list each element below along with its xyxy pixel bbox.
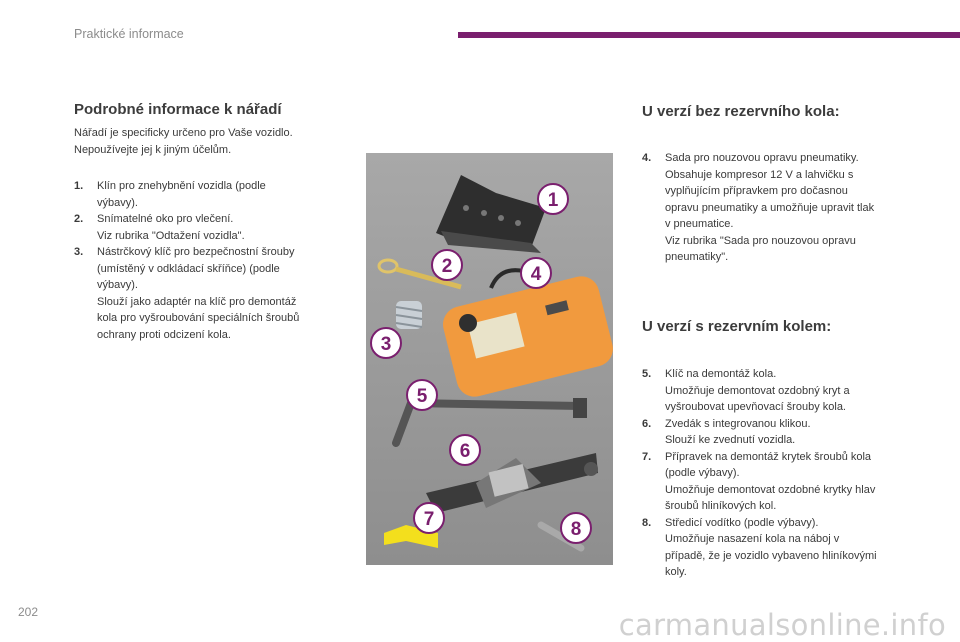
item-line: (podle výbavy).	[665, 467, 740, 479]
tools-heading: Podrobné informace k nářadí	[74, 101, 282, 118]
header-accent-bar	[458, 32, 960, 38]
item-number: 1.	[74, 180, 84, 192]
badge-8	[561, 513, 591, 543]
list-item	[642, 515, 917, 581]
item-line: v pneumatice.	[665, 218, 734, 230]
item-line: pneumatiky".	[665, 251, 729, 263]
item-number: 5.	[642, 368, 652, 380]
badge-label: 2	[441, 256, 453, 277]
badge-label: 8	[570, 519, 582, 540]
tools-list	[74, 178, 344, 343]
item-line: koly.	[665, 566, 687, 578]
item-line: Snímatelné oko pro vlečení.	[97, 213, 234, 225]
item-line: výbavy).	[97, 279, 138, 291]
watermark: carmanualsonline.info	[618, 608, 946, 642]
item-line: vyplňujícím přípravkem pro dočasnou	[665, 185, 848, 197]
badge-3	[371, 328, 401, 358]
item-line: Středicí vodítko (podle výbavy).	[665, 516, 819, 529]
item-line: vyšroubovat upevňovací šrouby kola.	[665, 401, 846, 413]
item-number: 8.	[642, 516, 652, 529]
tools-illustration	[366, 153, 613, 565]
badge-label: 7	[423, 509, 435, 530]
security-socket-icon	[396, 301, 422, 329]
item-body	[665, 150, 912, 266]
item-line: Přípravek na demontáž krytek šroubů kola	[665, 450, 872, 463]
item-line: Umožňuje demontovat ozdobné krytky hlav	[665, 483, 876, 496]
list-item	[642, 449, 917, 515]
item-number: 3.	[74, 246, 84, 258]
item-line: Viz rubrika "Odtažení vozidla".	[97, 229, 245, 242]
badge-label: 4	[530, 264, 542, 285]
item-line: kola pro vyšroubování speciálních šroubů	[97, 312, 300, 324]
badge-7	[414, 503, 444, 533]
list-item	[74, 178, 344, 211]
item-line: Umožňuje demontovat ozdobný kryt a	[665, 384, 850, 397]
item-number: 4.	[642, 152, 652, 164]
no-spare-wheel-heading: U verzí bez rezervního kola:	[642, 103, 840, 120]
badge-2	[432, 250, 462, 280]
item-line: opravu pneumatiky a umožňuje upravit tlak	[665, 201, 875, 214]
item-line: Zvedák s integrovanou klikou.	[665, 417, 811, 430]
page-number: 202	[18, 605, 39, 619]
item-line: Umožňuje nasazení kola na náboj v	[665, 533, 840, 545]
item-body	[665, 366, 917, 416]
item-body	[665, 449, 917, 515]
item-number: 7.	[642, 450, 652, 463]
spare-list	[642, 366, 917, 581]
tools-photo	[366, 153, 613, 565]
badge-4	[521, 258, 551, 288]
item-line: Nástrčkový klíč pro bezpečnostní šrouby	[97, 246, 295, 258]
no-spare-list	[642, 150, 912, 266]
badge-label: 5	[416, 386, 428, 407]
spare-wheel-heading: U verzí s rezervním kolem:	[642, 318, 832, 335]
badge-1	[538, 184, 568, 214]
badge-label: 3	[380, 334, 392, 355]
item-line: Klín pro znehybnění vozidla (podle	[97, 180, 266, 192]
item-number: 2.	[74, 213, 84, 225]
item-line: Slouží ke zvednutí vozidla.	[665, 434, 796, 446]
badge-6	[450, 435, 480, 465]
item-line: Klíč na demontáž kola.	[665, 368, 777, 380]
item-line: výbavy).	[97, 196, 138, 209]
badge-label: 6	[459, 441, 471, 462]
item-body	[665, 416, 917, 449]
intro-line: Nepoužívejte jej k jiným účelům.	[74, 143, 232, 156]
tools-intro	[74, 125, 344, 158]
item-body	[665, 515, 917, 581]
item-line: Sada pro nouzovou opravu pneumatiky.	[665, 152, 859, 164]
intro-line: Nářadí je specificky určeno pro Vaše vozidlo.	[74, 127, 293, 139]
item-body	[97, 211, 344, 244]
list-item	[642, 366, 917, 416]
item-body	[97, 178, 344, 211]
badge-label: 1	[547, 190, 559, 211]
item-line: (umístěný v odkládací skříňce) (podle	[97, 262, 280, 275]
item-line: Slouží jako adaptér na klíč pro demontáž	[97, 295, 297, 308]
item-body	[97, 244, 344, 343]
item-line: ochrany proti odcizení kola.	[97, 328, 231, 341]
list-item	[74, 244, 344, 343]
item-line: šroubů hliníkových kol.	[665, 500, 777, 512]
item-line: případě, že je vozidlo vybaveno hliníkovými	[665, 549, 877, 562]
badge-5	[407, 380, 437, 410]
item-line: Viz rubrika "Sada pro nouzovou opravu	[665, 234, 856, 247]
item-line: Obsahuje kompresor 12 V a lahvičku s	[665, 168, 854, 181]
item-number: 6.	[642, 417, 652, 430]
list-item	[642, 416, 917, 449]
section-title: Praktické informace	[74, 27, 184, 41]
list-item	[74, 211, 344, 244]
list-item	[642, 150, 912, 266]
